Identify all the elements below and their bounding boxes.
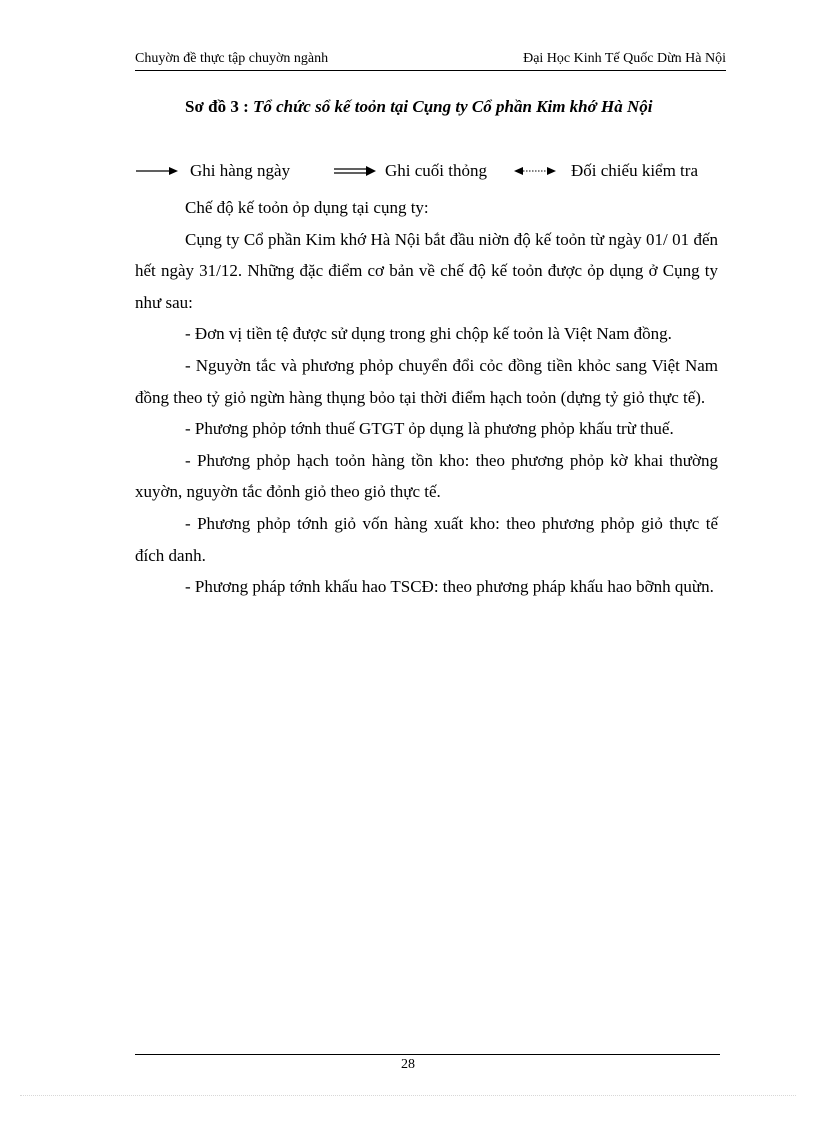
paragraph: - Phương phỏp tớnh giỏ vốn hàng xuất kho: theo phương phỏp giỏ thực tế đích danh. (135, 513, 718, 565)
diagram-title-prefix: Sơ đồ 3 : (185, 97, 253, 116)
legend-final-label: Ghi cuối thỏng (385, 161, 487, 180)
paragraph: - Phương phỏp hạch toỏn hàng tồn kho: theo phương phỏp kờ khai thường xuyờn, nguyờn tắc đỏnh giỏ theo giỏ thực tế. (135, 450, 718, 502)
header-left-text: Chuyờn đề thực tập chuyờn ngành (135, 51, 329, 66)
page-number: 28 (401, 1057, 415, 1072)
legend-daily-label: Ghi hàng ngày (190, 161, 291, 180)
paragraph: - Nguyờn tắc và phương phỏp chuyển đổi cỏc đồng tiền khỏc sang Việt Nam đồng theo tỷ giỏ ngừn hàng thụng bỏo tại thời điểm hạch toỏn (dựng tỷ giỏ thực tế). (135, 355, 718, 407)
page-header (135, 50, 726, 71)
solid-arrow-icon (135, 164, 179, 178)
double-arrow-icon (333, 164, 377, 178)
paragraph: - Đơn vị tiền tệ được sử dụng trong ghi chộp kế toỏn là Việt Nam đồng. (185, 324, 672, 344)
diagram-title-text: Tổ chức sổ kế toỏn tại Cụng ty Cổ phần Kim khớ Hà Nội (252, 97, 653, 116)
diagram-legend (135, 160, 720, 182)
header-right-text: Đại Học Kinh Tế Quốc Dừn Hà Nội (523, 51, 726, 66)
dotted-two-way-arrow-icon (513, 164, 557, 178)
paragraph: Cụng ty Cổ phần Kim khớ Hà Nội bắt đầu niờn độ kế toỏn từ ngày 01/ 01 đến hết ngày 31/12. Những đặc điểm cơ bản về chế độ kế toỏn được ỏp dụng ở Cụng ty như sau: (135, 229, 718, 312)
legend-check-label: Đối chiếu kiểm tra (571, 161, 698, 180)
diagram-title (185, 96, 652, 118)
paragraph: Chế độ kế toỏn ỏp dụng tại cụng ty: (185, 198, 429, 217)
body-text (135, 192, 718, 603)
footer-divider (135, 1054, 720, 1055)
page-bottom-dotted-line (20, 1095, 796, 1096)
paragraph: - Phương phỏp tớnh thuế GTGT ỏp dụng là phương phỏp khấu trừ thuế. (185, 419, 674, 439)
paragraph: - Phương pháp tớnh khấu hao TSCĐ: theo phương pháp khấu hao bỡnh quừn. (185, 577, 714, 597)
